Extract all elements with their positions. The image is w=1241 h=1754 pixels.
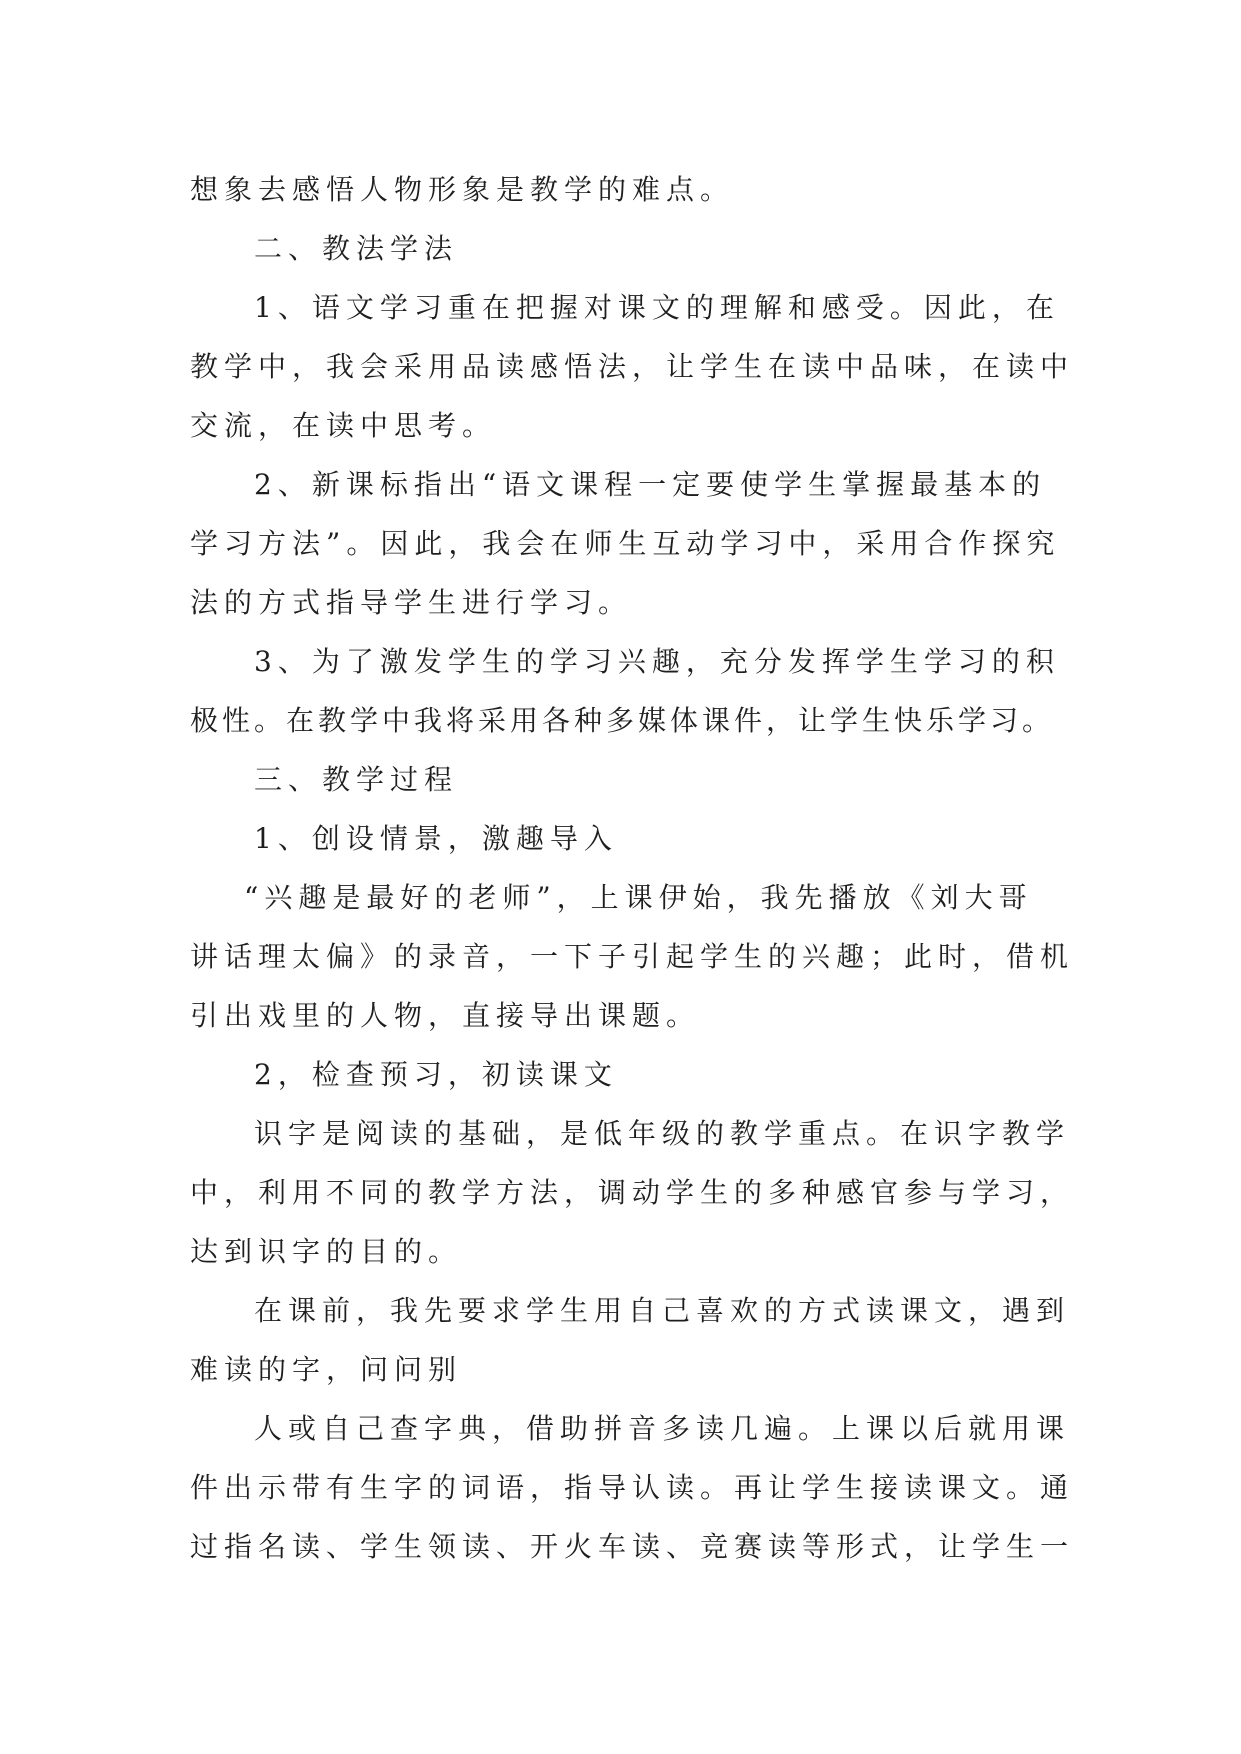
text-line: 人或自己查字典，借助拼音多读几遍。上课以后就用课 <box>254 1412 1071 1445</box>
text-line: 想象去感悟人物形象是教学的难点。 <box>190 173 735 206</box>
section-heading: 二、教法学法 <box>254 232 459 265</box>
text-line: 达到识字的目的。 <box>190 1235 463 1268</box>
section-heading: 三、教学过程 <box>254 763 459 796</box>
text-line: 教学中，我会采用品读感悟法，让学生在读中品味，在读中 <box>190 350 1075 383</box>
text-line: 3、为了激发学生的学习兴趣，充分发挥学生学习的积 <box>254 645 1060 678</box>
text-line: 2、新课标指出“语文课程一定要使学生掌握最基本的 <box>254 468 1047 501</box>
text-line: 过指名读、学生领读、开火车读、竞赛读等形式，让学生一 <box>190 1530 1075 1563</box>
text-line: “兴趣是最好的老师”，上课伊始，我先播放《刘大哥 <box>244 881 1033 914</box>
text-line: 难读的字，问问别 <box>190 1353 463 1386</box>
text-line: 讲话理太偏》的录音，一下子引起学生的兴趣；此时，借机 <box>190 940 1075 973</box>
text-line: 中，利用不同的教学方法，调动学生的多种感官参与学习， <box>190 1176 1075 1209</box>
subsection-heading: 1、创设情景，激趣导入 <box>254 822 618 855</box>
text-line: 极性。在教学中我将采用各种多媒体课件，让学生快乐学习。 <box>190 704 1055 737</box>
text-line: 法的方式指导学生进行学习。 <box>190 586 633 619</box>
text-line: 识字是阅读的基础，是低年级的教学重点。在识字教学 <box>254 1117 1071 1150</box>
subsection-heading: 2，检查预习，初读课文 <box>254 1058 618 1091</box>
text-line: 引出戏里的人物，直接导出课题。 <box>190 999 701 1032</box>
text-line: 件出示带有生字的词语，指导认读。再让学生接读课文。通 <box>190 1471 1075 1504</box>
text-line: 在课前，我先要求学生用自己喜欢的方式读课文，遇到 <box>254 1294 1071 1327</box>
text-line: 学习方法”。因此，我会在师生互动学习中，采用合作探究 <box>190 527 1061 560</box>
text-line: 交流，在读中思考。 <box>190 409 497 442</box>
text-line: 1、语文学习重在把握对课文的理解和感受。因此，在 <box>254 291 1060 324</box>
